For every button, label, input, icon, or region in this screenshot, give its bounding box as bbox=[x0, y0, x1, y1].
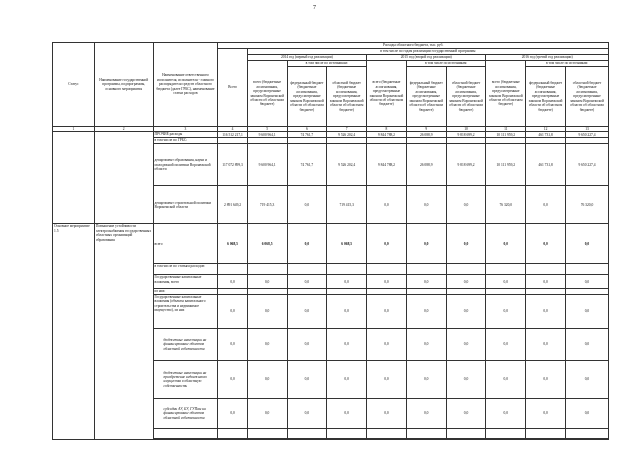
value-cell: 0,0 bbox=[247, 360, 287, 398]
status-cell-empty bbox=[53, 132, 95, 224]
row-label: субсидии АУ, БУ, ГУПам на финансирование объектов областной собственности bbox=[153, 398, 218, 428]
row-label: всего bbox=[153, 224, 218, 264]
value-cell: 9 818 699,2 bbox=[446, 132, 486, 138]
header-group-title: Расходы областного бюджета, тыс. руб. bbox=[218, 43, 609, 49]
row-label: из них: bbox=[153, 289, 218, 294]
value-cell: 26 088,9 bbox=[406, 132, 446, 138]
value-cell: 10 111 959,2 bbox=[486, 144, 526, 186]
row-label: Государственные капитальные вложения (объекты капитального строительства и недвижимое имущество), из них bbox=[153, 294, 218, 328]
header-incl-sources-2016: в том числе по источникам: bbox=[526, 61, 609, 67]
value-cell: 6 068,5 bbox=[218, 224, 247, 264]
value-cell: 461 731,8 bbox=[526, 144, 566, 186]
value-cell: 0,0 bbox=[287, 360, 327, 398]
value-cell: 0,0 bbox=[446, 224, 486, 264]
value-cell: 0,0 bbox=[367, 294, 407, 328]
value-cell: 0,0 bbox=[565, 275, 608, 289]
value-cell: 9 650 227,4 bbox=[565, 132, 608, 138]
header-year-2016: 2016 год (третий год реализации) bbox=[486, 55, 609, 61]
index-cell: 3 bbox=[153, 127, 218, 132]
header-source-regional-2016: областной бюджет (бюджетные ассигнования, предусмотренные законом Воронежской области об областном бюджете) bbox=[565, 67, 608, 127]
row-label: бюджетные инвестиции на приобретение недвижимого имущества в областную собственность bbox=[153, 360, 218, 398]
value-cell: 9 600 964,1 bbox=[247, 144, 287, 186]
value-cell: 0,0 bbox=[406, 328, 446, 360]
header-incl-sources-2015: в том числе по источникам: bbox=[406, 61, 486, 67]
value-cell: 74 761,7 bbox=[287, 132, 327, 138]
value-cell: 0,0 bbox=[406, 360, 446, 398]
value-cell: 0,0 bbox=[526, 360, 566, 398]
value-cell: 76 320,0 bbox=[486, 186, 526, 224]
header-source-regional-2014: областной бюджет (бюджетные ассигнования, предусмотренные законом Воронежской области об областном бюджете) bbox=[327, 67, 367, 127]
header-source-regional-2015: областной бюджет (бюджетные ассигнования, предусмотренные законом Воронежской области об областном бюджете) bbox=[446, 67, 486, 127]
value-cell: 0,0 bbox=[406, 186, 446, 224]
index-cell: 10 bbox=[446, 127, 486, 132]
value-cell: 0,0 bbox=[367, 224, 407, 264]
activity-status: Основное мероприятие 1.5 bbox=[53, 224, 95, 439]
value-cell: 0,0 bbox=[247, 398, 287, 428]
row-label: ПРОЧИЕ расходы bbox=[153, 132, 218, 138]
row-label: в том числе по ГРБС: bbox=[153, 138, 218, 144]
header-source-federal-2015: федеральный бюджет (бюджетные ассигнования, предусмотренные законом Воронежской области об областном бюджете) bbox=[406, 67, 446, 127]
value-cell: 0,0 bbox=[367, 186, 407, 224]
header-executor: Наименование ответственного исполнителя, исполнителя - главного распорядителя средств областного бюджета (далее ГРБС), наименование статьи расходов bbox=[153, 43, 218, 127]
value-cell: 0,0 bbox=[526, 275, 566, 289]
value-cell: 9 650 227,4 bbox=[565, 144, 608, 186]
value-cell: 0,0 bbox=[446, 275, 486, 289]
value-cell: 0,0 bbox=[406, 275, 446, 289]
index-cell: 11 bbox=[486, 127, 526, 132]
value-cell: 0,0 bbox=[367, 398, 407, 428]
index-cell: 5 bbox=[247, 127, 287, 132]
index-cell: 13 bbox=[565, 127, 608, 132]
value-cell: 0,0 bbox=[247, 294, 287, 328]
value-cell: 9 526 202,4 bbox=[327, 144, 367, 186]
value-cell: 0,0 bbox=[406, 398, 446, 428]
value-cell: 0,0 bbox=[565, 294, 608, 328]
value-cell: 0,0 bbox=[367, 328, 407, 360]
budget-table bbox=[52, 42, 609, 440]
value-cell: 0,0 bbox=[327, 398, 367, 428]
value-cell: 0,0 bbox=[367, 360, 407, 398]
value-cell: 0,0 bbox=[218, 398, 247, 428]
value-cell: 26 088,9 bbox=[406, 144, 446, 186]
row-label: Государственные капитальные вложения, всего bbox=[153, 275, 218, 289]
value-cell: 0,0 bbox=[526, 294, 566, 328]
value-cell: 0,0 bbox=[565, 398, 608, 428]
value-cell: 9 600 964,1 bbox=[247, 132, 287, 138]
index-cell: 6 bbox=[287, 127, 327, 132]
header-year-2015: 2015 год (второй год реализации) bbox=[367, 55, 486, 61]
value-cell: 9 818 699,2 bbox=[446, 144, 486, 186]
value-cell: 0,0 bbox=[486, 275, 526, 289]
header-source-federal-2016: федеральный бюджет (бюджетные ассигнования, предусмотренные законом Воронежской области об областном бюджете) bbox=[526, 67, 566, 127]
index-cell: 9 bbox=[406, 127, 446, 132]
header-source-federal-2014: федеральный бюджет (бюджетные ассигнования, предусмотренные законом Воронежской области об областном бюджете) bbox=[287, 67, 327, 127]
value-cell: 0,0 bbox=[327, 294, 367, 328]
value-cell: 0,0 bbox=[406, 224, 446, 264]
value-cell: 0,0 bbox=[446, 328, 486, 360]
value-cell: 0,0 bbox=[406, 294, 446, 328]
index-cell: 8 bbox=[367, 127, 407, 132]
value-cell: 461 731,8 bbox=[526, 132, 566, 138]
value-cell: 0,0 bbox=[218, 328, 247, 360]
header-total: Всего bbox=[218, 49, 247, 127]
value-cell: 0,0 bbox=[486, 294, 526, 328]
value-cell: 0,0 bbox=[287, 186, 327, 224]
header-source-total-2015: всего (бюджетные ассигнования, предусмотренные законом Воронежской области об областном бюджете) bbox=[367, 61, 407, 127]
value-cell: 0,0 bbox=[565, 328, 608, 360]
value-cell: 0,0 bbox=[218, 360, 247, 398]
activity-name: Повышение устойчивости электроснабжения государственных областных организаций образования bbox=[94, 224, 153, 439]
value-cell: 0,0 bbox=[287, 328, 327, 360]
value-cell: 0,0 bbox=[327, 275, 367, 289]
value-cell: 0,0 bbox=[446, 398, 486, 428]
row-label: в том числе по статьям расходов: bbox=[153, 264, 218, 275]
value-cell: 0,0 bbox=[446, 186, 486, 224]
value-cell: 0,0 bbox=[486, 360, 526, 398]
value-cell: 0,0 bbox=[218, 294, 247, 328]
value-cell: 719 415,3 bbox=[247, 186, 287, 224]
index-cell: 12 bbox=[526, 127, 566, 132]
row-label: департамент строительной политики Воронежской области bbox=[153, 186, 218, 224]
value-cell: 0,0 bbox=[247, 275, 287, 289]
value-cell: 74 761,7 bbox=[287, 144, 327, 186]
value-cell: 2 891 649,2 bbox=[218, 186, 247, 224]
value-cell: 0,0 bbox=[247, 328, 287, 360]
value-cell: 0,0 bbox=[526, 398, 566, 428]
value-cell: 10 111 959,2 bbox=[486, 132, 526, 138]
index-cell: 2 bbox=[94, 127, 153, 132]
header-program: Наименование государственной программы, подпрограммы, основного мероприятия bbox=[94, 43, 153, 127]
value-cell: 0,0 bbox=[565, 224, 608, 264]
value-cell: 0,0 bbox=[327, 328, 367, 360]
value-cell: 0,0 bbox=[446, 294, 486, 328]
header-status: Статус bbox=[53, 43, 95, 127]
value-cell: 9 844 788,2 bbox=[367, 132, 407, 138]
value-cell: 0,0 bbox=[287, 398, 327, 428]
header-year-2014: 2014 год (первый год реализации) bbox=[247, 55, 366, 61]
row-label: департамент образования, науки и молодежной политики Воронежской области bbox=[153, 144, 218, 186]
value-cell: 0,0 bbox=[218, 275, 247, 289]
value-cell: 0,0 bbox=[287, 294, 327, 328]
page-number: 7 bbox=[313, 5, 316, 11]
value-cell: 9 844 788,2 bbox=[367, 144, 407, 186]
header-incl-sources-2014: в том числе по источникам: bbox=[287, 61, 367, 67]
value-cell: 719 415,3 bbox=[327, 186, 367, 224]
header-source-total-2014: всего (бюджетные ассигнования, предусмотренные законом Воронежской области об областном бюджете) bbox=[247, 61, 287, 127]
value-cell: 0,0 bbox=[327, 360, 367, 398]
index-cell: 7 bbox=[327, 127, 367, 132]
value-cell: 6 068,5 bbox=[327, 224, 367, 264]
value-cell: 0,0 bbox=[446, 360, 486, 398]
value-cell: 0,0 bbox=[287, 224, 327, 264]
value-cell: 0,0 bbox=[526, 224, 566, 264]
value-cell: 0,0 bbox=[367, 275, 407, 289]
value-cell: 0,0 bbox=[486, 398, 526, 428]
index-cell: 1 bbox=[53, 127, 95, 132]
value-cell: 0,0 bbox=[287, 275, 327, 289]
value-cell: 0,0 bbox=[486, 328, 526, 360]
header-group-subtitle: в том числе по годам реализации государственной программы bbox=[247, 49, 608, 55]
value-cell: 9 526 202,4 bbox=[327, 132, 367, 138]
value-cell: 0,0 bbox=[565, 360, 608, 398]
value-cell: 0,0 bbox=[526, 186, 566, 224]
header-source-total-2016: всего (бюджетные ассигнования, предусмотренные законом Воронежской области об областном бюджете) bbox=[486, 61, 526, 127]
value-cell: 116 512 217,1 bbox=[218, 132, 247, 138]
table-row bbox=[53, 224, 609, 264]
value-cell: 6 068,5 bbox=[247, 224, 287, 264]
value-cell: 0,0 bbox=[526, 328, 566, 360]
value-cell: 76 320,0 bbox=[565, 186, 608, 224]
value-cell: 117 072 899,3 bbox=[218, 144, 247, 186]
index-cell: 4 bbox=[218, 127, 247, 132]
row-label: бюджетные инвестиции на финансирование объектов областной собственности bbox=[153, 328, 218, 360]
program-cell-empty bbox=[94, 132, 153, 224]
value-cell: 0,0 bbox=[486, 224, 526, 264]
